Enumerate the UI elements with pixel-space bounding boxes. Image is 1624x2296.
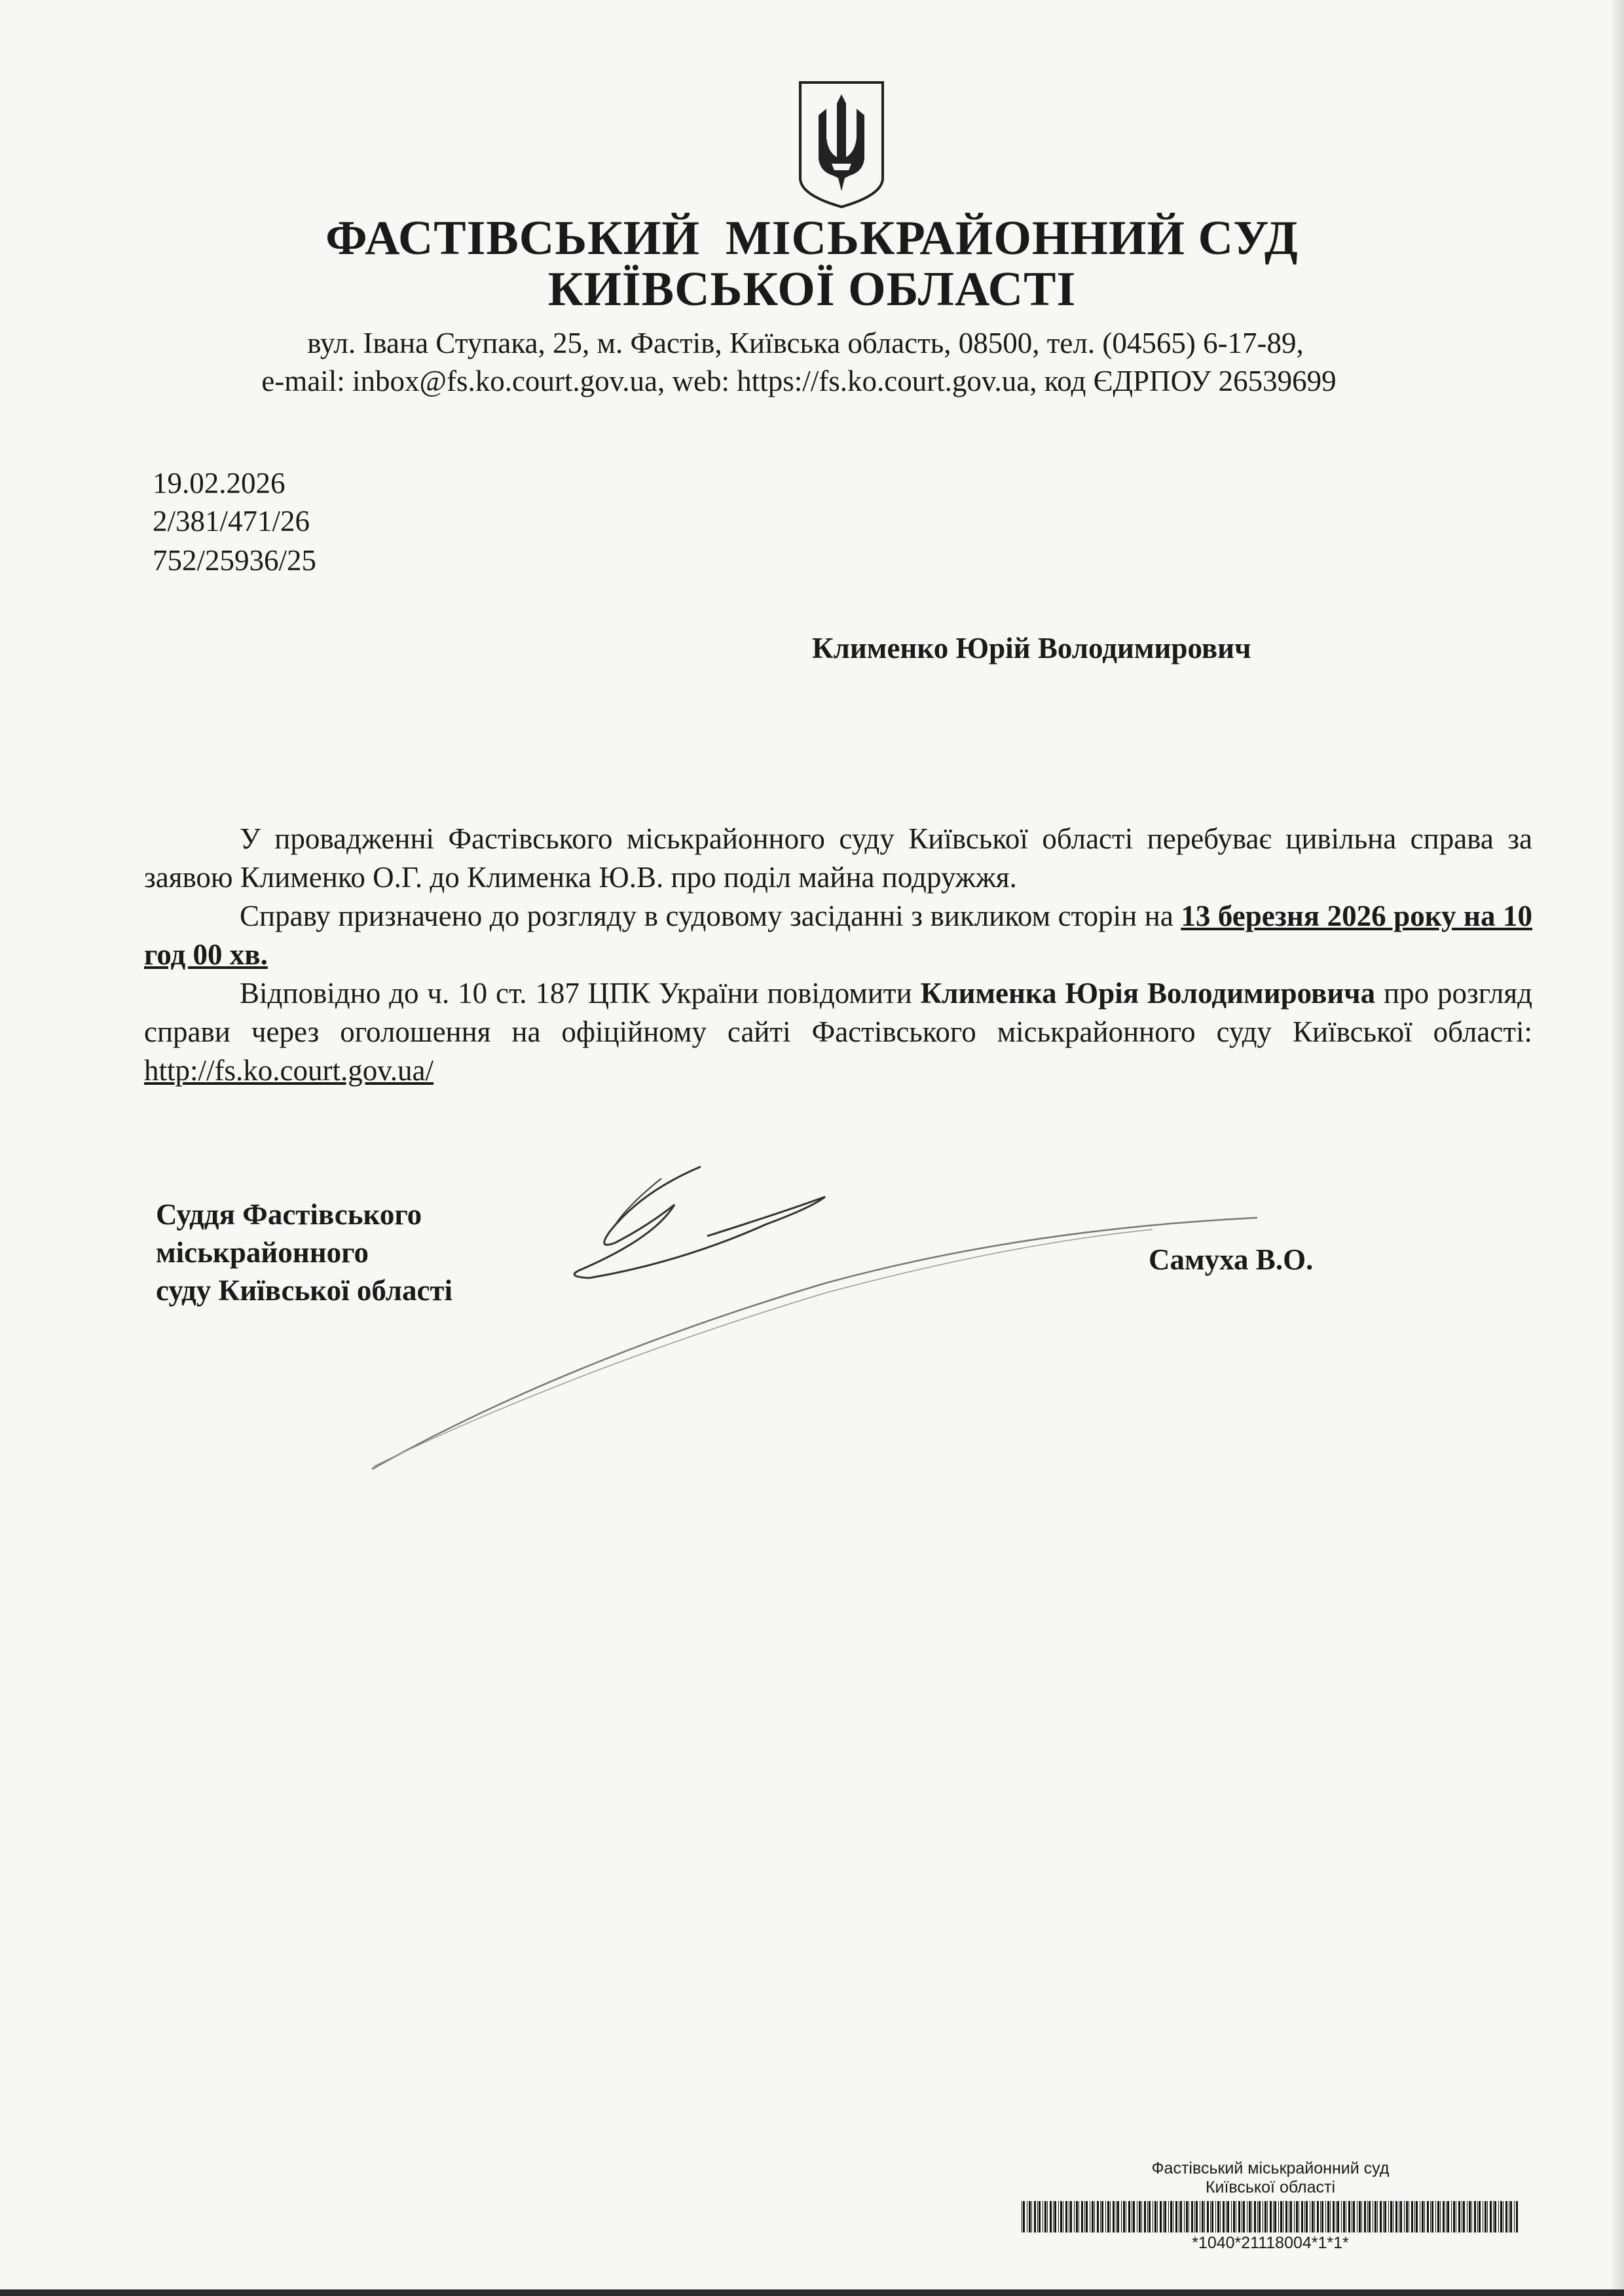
- barcode-bar: [1186, 2201, 1188, 2232]
- barcode-bar: [1160, 2201, 1162, 2232]
- barcode-bar: [1343, 2201, 1345, 2232]
- barcode-bar: [1503, 2201, 1504, 2232]
- barcode-bar: [1110, 2201, 1111, 2232]
- barcode-bar: [1514, 2201, 1515, 2232]
- barcode-bar: [1084, 2201, 1085, 2232]
- barcode-bar: [1437, 2201, 1439, 2232]
- barcode-bar: [1494, 2201, 1496, 2232]
- barcode-bar: [1294, 2201, 1295, 2232]
- barcode-bar: [1076, 2201, 1078, 2232]
- barcode-bar: [1047, 2201, 1048, 2232]
- barcode-bar: [1211, 2201, 1213, 2232]
- barcode-bar: [1164, 2201, 1166, 2232]
- barcode-bar: [1380, 2201, 1382, 2232]
- barcode-bar: [1414, 2201, 1415, 2232]
- barcode-bar: [1463, 2201, 1465, 2232]
- barcode-bar: [1377, 2201, 1378, 2232]
- barcode-bar: [1327, 2201, 1329, 2232]
- barcode-bar: [1220, 2201, 1221, 2232]
- barcode-bar: [1285, 2201, 1287, 2232]
- barcode-bar: [1498, 2201, 1499, 2232]
- barcode-bar: [1516, 2201, 1518, 2232]
- barcode-bar: [1395, 2201, 1397, 2232]
- barcode-bar: [1039, 2201, 1041, 2232]
- barcode-bar: [1267, 2201, 1268, 2232]
- barcode-bar: [1054, 2201, 1056, 2232]
- barcode-bar: [1202, 2201, 1204, 2232]
- court-name-line-2: КИЇВСЬКОЇ ОБЛАСТІ: [547, 263, 1077, 316]
- barcode-bar: [1477, 2201, 1478, 2232]
- barcode-bar: [1175, 2201, 1177, 2232]
- barcode-bar: [1375, 2201, 1376, 2232]
- barcode-bar: [1479, 2201, 1481, 2232]
- judge-title-line-3: суду Київської області: [156, 1274, 453, 1307]
- notice-text-continued: про розгляд справи через оголошення на офіційному сайті Фастівського міськрайонного суду Київської області:: [144, 977, 1532, 1048]
- barcode-bar: [1388, 2201, 1389, 2232]
- barcode-bar: [1147, 2201, 1148, 2232]
- barcode-bar: [1270, 2201, 1272, 2232]
- barcode-bar: [1227, 2201, 1229, 2232]
- barcode-bar: [1411, 2201, 1413, 2232]
- barcode-bar: [1301, 2201, 1303, 2232]
- barcode-bar: [1231, 2201, 1232, 2232]
- barcode-bar: [1101, 2201, 1103, 2232]
- barcode: [1020, 2201, 1521, 2232]
- paragraph-notice: [144, 974, 1532, 1090]
- barcode-bar: [1065, 2201, 1067, 2232]
- barcode-bar: [1204, 2201, 1205, 2232]
- barcode-bar: [1053, 2201, 1054, 2232]
- barcode-bar: [1223, 2201, 1225, 2232]
- barcode-bar: [1031, 2201, 1032, 2232]
- stamp-court-line-1: Фастівський міськрайонний суд: [1151, 2159, 1390, 2178]
- barcode-bar: [1060, 2201, 1062, 2232]
- barcode-bar: [1168, 2201, 1169, 2232]
- barcode-bar: [1243, 2201, 1245, 2232]
- barcode-bar: [1416, 2201, 1418, 2232]
- barcode-bar: [1163, 2201, 1164, 2232]
- barcode-bar: [1249, 2201, 1251, 2232]
- barcode-bar: [1128, 2201, 1130, 2232]
- barcode-bar: [1369, 2201, 1371, 2232]
- barcode-bar: [1440, 2201, 1441, 2232]
- barcode-bar: [1400, 2201, 1402, 2232]
- barcode-bar: [1406, 2201, 1408, 2232]
- barcode-bar: [1443, 2201, 1445, 2232]
- barcode-bar: [1505, 2201, 1507, 2232]
- barcode-bar: [1196, 2201, 1198, 2232]
- barcode-bar: [1364, 2201, 1366, 2232]
- handwritten-signature: [367, 1152, 1349, 1480]
- barcode-bar: [1210, 2201, 1211, 2232]
- barcode-bar: [1333, 2201, 1335, 2232]
- barcode-bar: [1424, 2201, 1425, 2232]
- hearing-text: Справу призначено до розгляду в судовому засіданні з викликом сторін на: [240, 900, 1181, 932]
- defendant-name: Клименка Юрія Володимировича: [920, 977, 1376, 1010]
- barcode-bar: [1453, 2201, 1455, 2232]
- barcode-bar: [1170, 2201, 1172, 2232]
- barcode-bar: [1074, 2201, 1075, 2232]
- barcode-bar: [1251, 2201, 1252, 2232]
- barcode-bar: [1469, 2201, 1471, 2232]
- paragraph-hearing: [144, 897, 1532, 974]
- barcode-bar: [1359, 2201, 1361, 2232]
- barcode-bar: [1485, 2201, 1486, 2232]
- court-contacts: e-mail: inbox@fs.ko.court.gov.ua, web: https://fs.ko.court.gov.ua, код ЄДРПОУ 26539699: [261, 365, 1337, 397]
- barcode-bar: [1325, 2201, 1326, 2232]
- hearing-datetime: 13 березня 2026 року на 10 год 00 хв.: [144, 900, 1533, 971]
- barcode-number: *1040*21118004*1*1*: [1192, 2234, 1349, 2252]
- barcode-bar: [1314, 2201, 1315, 2232]
- barcode-bar: [1353, 2201, 1355, 2232]
- barcode-bar: [1330, 2201, 1331, 2232]
- case-number: 752/25936/25: [153, 544, 317, 577]
- barcode-bar: [1105, 2201, 1106, 2232]
- barcode-bar: [1100, 2201, 1101, 2232]
- barcode-bar: [1317, 2201, 1319, 2232]
- barcode-bar: [1133, 2201, 1135, 2232]
- barcode-bar: [1191, 2201, 1193, 2232]
- barcode-bar: [1336, 2201, 1337, 2232]
- scan-border: [0, 2289, 1624, 2296]
- barcode-bar: [1058, 2201, 1059, 2232]
- barcode-bar: [1383, 2201, 1384, 2232]
- barcode-bar: [1447, 2201, 1449, 2232]
- barcode-bar: [1029, 2201, 1031, 2232]
- barcode-bar: [1050, 2201, 1052, 2232]
- barcode-bar: [1097, 2201, 1099, 2232]
- barcode-bar: [1113, 2201, 1115, 2232]
- barcode-bar: [1367, 2201, 1368, 2232]
- barcode-bar: [1430, 2201, 1431, 2232]
- barcode-bar: [1233, 2201, 1235, 2232]
- barcode-bar: [1023, 2201, 1025, 2232]
- barcode-bar: [1296, 2201, 1298, 2232]
- barcode-bar: [1280, 2201, 1282, 2232]
- barcode-bar: [1274, 2201, 1276, 2232]
- stamp-court-name: [1022, 2159, 1519, 2197]
- barcode-bar: [1238, 2201, 1240, 2232]
- barcode-bar: [1092, 2201, 1094, 2232]
- notice-text: Відповідно до ч. 10 ст. 187 ЦПК України повідомити: [240, 977, 921, 1010]
- barcode-bar: [1474, 2201, 1476, 2232]
- barcode-bar: [1510, 2201, 1512, 2232]
- barcode-bar: [1107, 2201, 1109, 2232]
- barcode-bar: [1312, 2201, 1314, 2232]
- paragraph-proceedings: У провадженні Фастівського міськрайонного суду Київської області перебуває цивільна справа за заявою Клименко О.Г. до Клименка Ю.В. про поділ майна подружжя.: [144, 822, 1532, 894]
- barcode-bar: [1493, 2201, 1494, 2232]
- barcode-bar: [1487, 2201, 1488, 2232]
- court-website-link[interactable]: http://fs.ko.court.gov.ua/: [144, 1054, 434, 1087]
- barcode-bar: [1215, 2201, 1216, 2232]
- barcode-bar: [1034, 2201, 1036, 2232]
- barcode-bar: [1390, 2201, 1392, 2232]
- barcode-bar: [1257, 2201, 1258, 2232]
- barcode-bar: [1123, 2201, 1125, 2232]
- stamp-court-line-2: Київської області: [1205, 2178, 1336, 2196]
- barcode-bar: [1259, 2201, 1261, 2232]
- barcode-bar: [1157, 2201, 1158, 2232]
- court-name-line-1: ФАСТІВСЬКИЙ МІСЬКРАЙОННИЙ СУД: [325, 211, 1299, 265]
- barcode-bar: [1306, 2201, 1308, 2232]
- barcode-bar: [1348, 2201, 1350, 2232]
- barcode-bar: [1149, 2201, 1151, 2232]
- outgoing-number: 2/381/471/26: [153, 505, 310, 538]
- barcode-bar: [1184, 2201, 1185, 2232]
- barcode-bar: [1254, 2201, 1256, 2232]
- barcode-bar: [1422, 2201, 1424, 2232]
- barcode-bar: [1273, 2201, 1274, 2232]
- barcode-bar: [1217, 2201, 1219, 2232]
- judge-title-line-1: Суддя Фастівського: [156, 1198, 422, 1231]
- barcode-bar: [1044, 2201, 1046, 2232]
- barcode-bar: [1290, 2201, 1292, 2232]
- barcode-bar: [1278, 2201, 1279, 2232]
- barcode-bar: [1337, 2201, 1339, 2232]
- barcode-bar: [1458, 2201, 1460, 2232]
- recipient-name: Клименко Юрій Володимирович: [812, 632, 1251, 665]
- barcode-bar: [1446, 2201, 1447, 2232]
- barcode-bar: [1304, 2201, 1305, 2232]
- barcode-bar: [1121, 2201, 1122, 2232]
- barcode-bar: [1500, 2201, 1502, 2232]
- barcode-bar: [1141, 2201, 1142, 2232]
- judge-name: Самуха В.О.: [1149, 1243, 1314, 1276]
- barcode-bar: [1341, 2201, 1342, 2232]
- judge-title-line-2: міськрайонного: [156, 1236, 369, 1269]
- barcode-bar: [1384, 2201, 1386, 2232]
- barcode-bar: [1431, 2201, 1433, 2232]
- barcode-bar: [1117, 2201, 1119, 2232]
- barcode-bar: [1471, 2201, 1472, 2232]
- barcode-bar: [1194, 2201, 1195, 2232]
- barcode-bar: [1320, 2201, 1321, 2232]
- barcode-bar: [1361, 2201, 1362, 2232]
- barcode-bar: [1086, 2201, 1088, 2232]
- barcode-bar: [1226, 2201, 1227, 2232]
- barcode-bar: [1094, 2201, 1095, 2232]
- barcode-bar: [1404, 2201, 1405, 2232]
- barcode-bar: [1435, 2201, 1436, 2232]
- barcode-bar: [1490, 2201, 1492, 2232]
- barcode-bar: [1321, 2201, 1323, 2232]
- barcode-bar: [1427, 2201, 1429, 2232]
- barcode-bar: [1070, 2201, 1072, 2232]
- barcode-bar: [1451, 2201, 1452, 2232]
- barcode-bar: [1264, 2201, 1266, 2232]
- barcode-bar: [1207, 2201, 1209, 2232]
- document-date: 19.02.2026: [153, 467, 286, 500]
- barcode-bar: [1037, 2201, 1038, 2232]
- barcode-bar: [1180, 2201, 1182, 2232]
- barcode-bar: [1081, 2201, 1083, 2232]
- court-address: вул. Івана Ступака, 25, м. Фастів, Київська область, 08500, тел. (04565) 6-17-89,: [307, 327, 1304, 359]
- ukraine-trident-icon: [798, 80, 885, 210]
- barcode-bar: [1154, 2201, 1156, 2232]
- barcode-bar: [1139, 2201, 1141, 2232]
- barcode-bar: [1144, 2201, 1146, 2232]
